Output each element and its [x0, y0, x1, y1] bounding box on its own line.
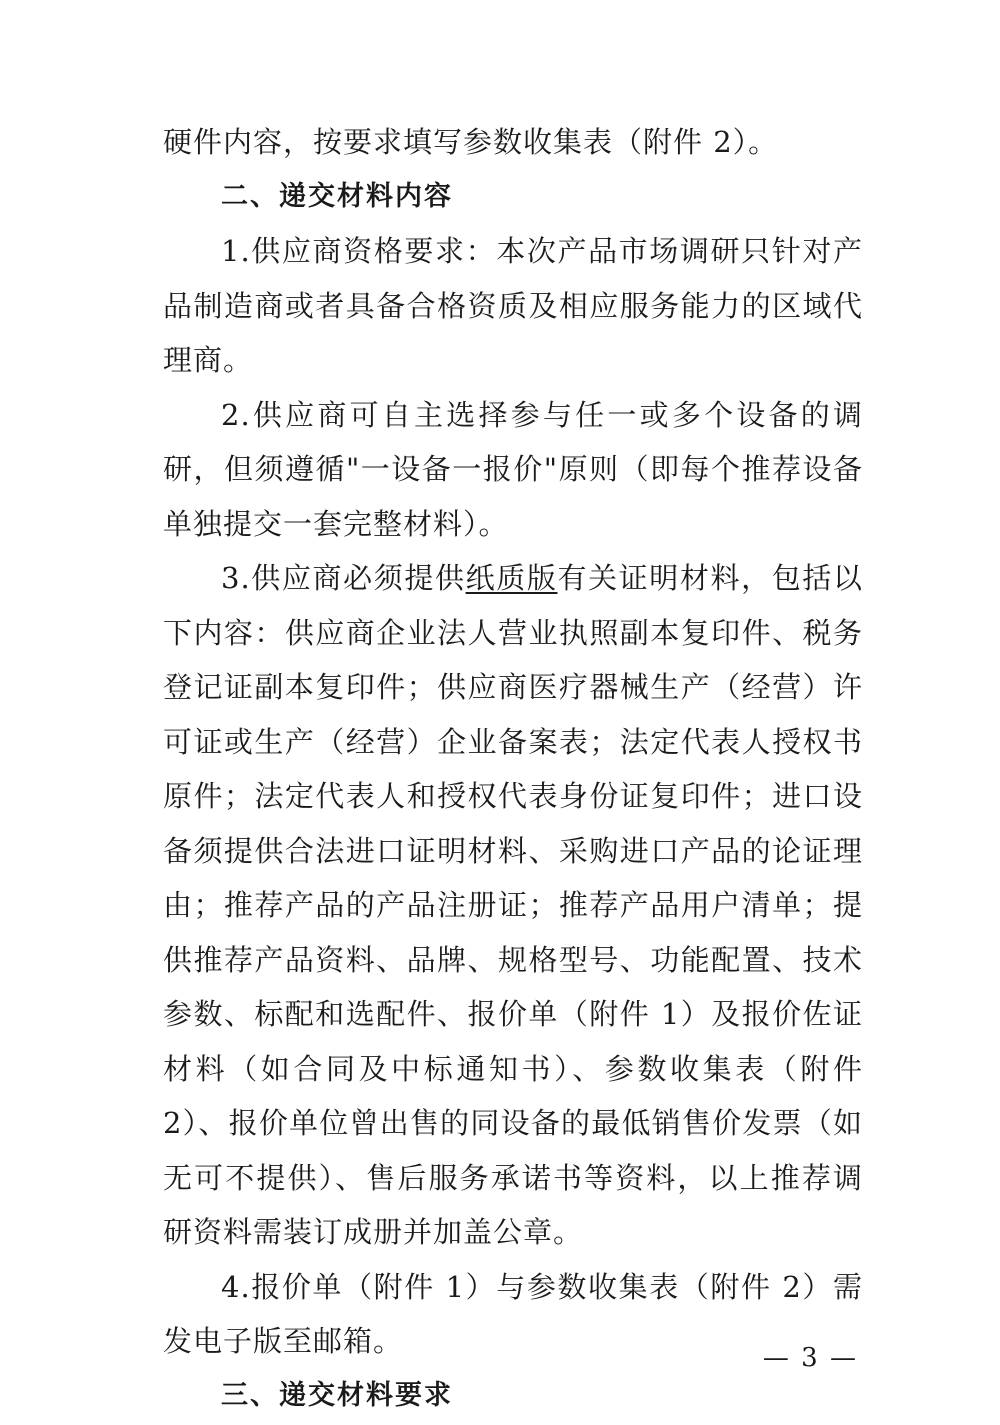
item-3-underlined-term: 纸质版	[465, 561, 558, 595]
section-heading-3: 三、递交材料要求	[221, 1379, 453, 1411]
item-3-rest: 有关证明材料，包括以下内容：供应商企业法人营业执照副本复印件、税务登记证副本复印件；供应商医疗器械生产（经营）许可证或生产（经营）企业备案表；法定代表人授权书原件；法定代表人和授权代表身份证复印件；进口设备须提供合法进口证明材料、采购进口产品的论证理由；推荐产品的产品注册证；推荐产品用户清单；提供推荐产品资料、品牌、规格型号、功能配置、技术参数、标配和选配件、报价单（附件 1）及报价佐证材料（如合同及中标通知书）、参数收集表（附件 2）、报价单位曾出售的同设备的最低销售价发票（如无可不提供）、售后服务承诺书等资料，以上推荐调研资料需装订成册并加盖公章。	[163, 561, 863, 1249]
continuation-paragraph: 硬件内容，按要求填写参数收集表（附件 2）。	[163, 125, 779, 159]
item-2-paragraph: 2.供应商可自主选择参与任一或多个设备的调研，但须遵循"一设备一报价"原则（即每个推荐设备单独提交一套完整材料）。	[163, 397, 863, 541]
item-3-prefix: 3.供应商必须提供	[221, 561, 466, 595]
item-4-paragraph: 4.报价单（附件 1）与参数收集表（附件 2）需发电子版至邮箱。	[163, 1269, 863, 1358]
section-heading-2: 二、递交材料内容	[221, 180, 453, 212]
item-1-paragraph: 1.供应商资格要求：本次产品市场调研只针对产品制造商或者具备合格资质及相应服务能力的区域代理商。	[163, 234, 863, 377]
item-3-paragraph	[163, 551, 863, 1260]
document-body	[163, 115, 863, 1423]
page-number: — 3 —	[762, 1343, 858, 1373]
